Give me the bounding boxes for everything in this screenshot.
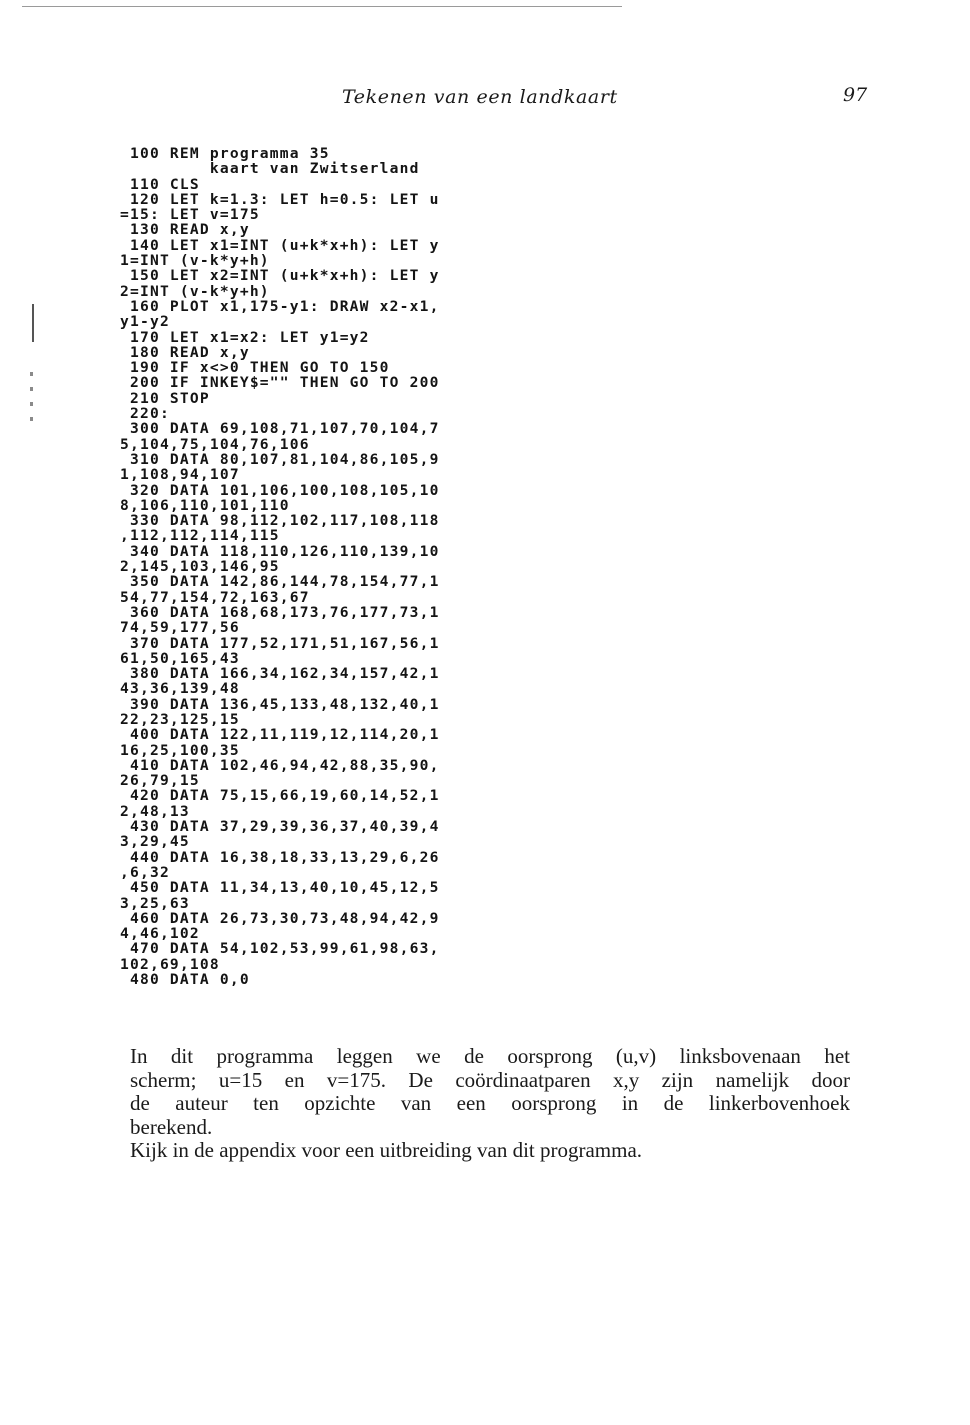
listing-line: 350 DATA 142,86,144,78,154,77,1: [120, 573, 440, 591]
listing-line: 3,29,45: [120, 833, 190, 851]
listing-line: 410 DATA 102,46,94,42,88,35,90,: [120, 756, 440, 774]
listing-line: 5,104,75,104,76,106: [120, 435, 310, 453]
listing-line: 430 DATA 37,29,39,36,37,40,39,4: [120, 818, 440, 836]
listing-line: 54,77,154,72,163,67: [120, 588, 310, 606]
paragraph-line: In dit programma leggen we de oorsprong (u,v) linksbovenaan het: [130, 1044, 850, 1068]
listing-line: 2=INT (v-k*y+h): [120, 282, 270, 300]
explanation-paragraph: [130, 1045, 850, 1163]
paragraph-line: scherm; u=15 en v=175. De coördinaatparen x,y zijn namelijk door: [130, 1067, 850, 1092]
listing-line: 380 DATA 166,34,162,34,157,42,1: [120, 665, 440, 683]
listing-line: 370 DATA 177,52,171,51,167,56,1: [120, 634, 440, 652]
paragraph-line: de auteur ten opzichte van een oorsprong in de linkerbovenhoek: [130, 1091, 850, 1115]
listing-line: 170 LET x1=x2: LET y1=y2: [120, 328, 370, 346]
listing-line: 140 LET x1=INT (u+k*x+h): LET y: [120, 236, 440, 254]
listing-line: 310 DATA 80,107,81,104,86,105,9: [120, 450, 440, 468]
listing-line: 120 LET k=1.3: LET h=0.5: LET u: [120, 190, 440, 208]
listing-line: 340 DATA 118,110,126,110,139,10: [120, 542, 440, 560]
listing-line: 43,36,139,48: [120, 680, 240, 698]
paragraph-line: berekend.: [130, 1114, 213, 1139]
listing-line: 1,108,94,107: [120, 466, 240, 484]
listing-line: 150 LET x2=INT (u+k*x+h): LET y: [120, 267, 440, 285]
listing-line: =15: LET v=175: [120, 206, 260, 224]
margin-mark: [32, 304, 34, 342]
program-listing: [120, 146, 550, 987]
listing-line: 320 DATA 101,106,100,108,105,10: [120, 481, 440, 499]
listing-line: 300 DATA 69,108,71,107,70,104,7: [120, 420, 440, 438]
listing-line: 1=INT (v-k*y+h): [120, 252, 270, 270]
listing-line: y1-y2: [120, 313, 170, 331]
listing-line: kaart van Zwitserland: [120, 160, 420, 178]
listing-line: 400 DATA 122,11,119,12,114,20,1: [120, 726, 440, 744]
listing-line: 440 DATA 16,38,18,33,13,29,6,26: [120, 848, 440, 866]
paragraph-line: Kijk in de appendix voor een uitbreiding van dit programma.: [130, 1138, 643, 1162]
listing-line: 130 READ x,y: [120, 221, 250, 239]
listing-line: 470 DATA 54,102,53,99,61,98,63,: [120, 940, 440, 958]
listing-line: 330 DATA 98,112,102,117,108,118: [120, 512, 440, 530]
listing-line: 160 PLOT x1,175-y1: DRAW x2-x1,: [120, 297, 440, 315]
margin-dots: [28, 372, 36, 432]
listing-line: 420 DATA 75,15,66,19,60,14,52,1: [120, 787, 440, 805]
page-number: 97: [843, 84, 868, 106]
listing-line: 2,48,13: [120, 802, 190, 820]
top-edge-rule: [22, 6, 622, 7]
listing-line: 61,50,165,43: [120, 649, 240, 667]
listing-line: 100 REM programma 35: [120, 145, 330, 162]
listing-line: 26,79,15: [120, 772, 200, 790]
listing-line: 22,23,125,15: [120, 710, 240, 728]
listing-line: ,112,112,114,115: [120, 527, 280, 545]
listing-line: 210 STOP: [120, 389, 210, 407]
listing-line: 16,25,100,35: [120, 741, 240, 759]
listing-line: 220:: [120, 405, 170, 423]
listing-line: 74,59,177,56: [120, 619, 240, 637]
listing-line: 200 IF INKEY$="" THEN GO TO 200: [120, 374, 440, 392]
listing-line: 190 IF x<>0 THEN GO TO 150: [120, 359, 390, 377]
running-head: Tekenen van een landkaart: [342, 86, 618, 108]
listing-line: 390 DATA 136,45,133,48,132,40,1: [120, 695, 440, 713]
listing-line: 8,106,110,101,110: [120, 496, 290, 514]
listing-line: 360 DATA 168,68,173,76,177,73,1: [120, 603, 440, 621]
listing-line: 2,145,103,146,95: [120, 558, 280, 576]
listing-line: 102,69,108: [120, 955, 220, 973]
listing-line: 480 DATA 0,0: [120, 971, 250, 989]
listing-line: 3,25,63: [120, 894, 190, 912]
listing-line: 4,46,102: [120, 925, 200, 943]
listing-line: 450 DATA 11,34,13,40,10,45,12,5: [120, 879, 440, 897]
listing-line: 460 DATA 26,73,30,73,48,94,42,9: [120, 909, 440, 927]
listing-line: ,6,32: [120, 863, 170, 881]
listing-line: 110 CLS: [120, 175, 200, 193]
listing-line: 180 READ x,y: [120, 343, 250, 361]
